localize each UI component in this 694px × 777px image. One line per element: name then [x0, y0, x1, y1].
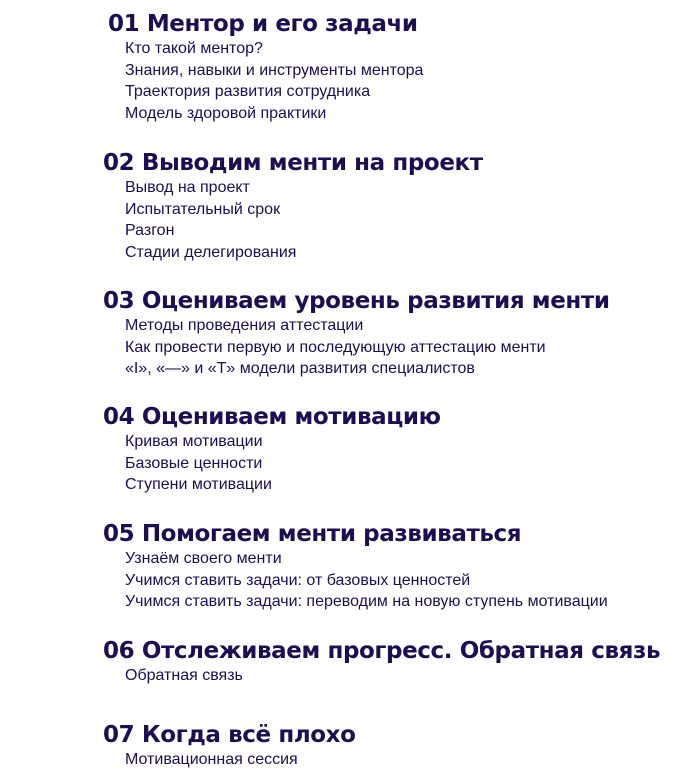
section-items [108, 38, 423, 125]
list-item: Траектория развития сотрудника [125, 83, 371, 101]
section-title: 05 Помогаем менти развиваться [103, 521, 522, 547]
section-07 [103, 721, 356, 771]
list-item: Мотивационная сессия [125, 751, 298, 768]
section-items [103, 548, 608, 613]
list-item: Знания, навыки и инструменты ментора [125, 61, 424, 79]
list-item: «I», «—» и «T» модели развития специалистов [125, 360, 475, 378]
list-item: Модель здоровой практики [125, 105, 327, 123]
section-items [103, 665, 660, 687]
section-title: 07 Когда всё плохо [103, 722, 356, 748]
section-01 [108, 10, 423, 125]
list-item: Базовые ценности [125, 454, 263, 472]
section-title: 01 Ментор и его задачи [108, 11, 418, 37]
section-items [103, 431, 441, 496]
section-03 [103, 287, 610, 380]
list-item: Узнаём своего менти [125, 550, 282, 567]
section-title: 03 Оцениваем уровень развития менти [103, 288, 610, 314]
list-item: Как провести первую и последующую аттестацию менти [125, 338, 546, 356]
section-02 [103, 149, 483, 264]
list-item: Обратная связь [125, 667, 243, 684]
list-item: Кривая мотивации [125, 433, 263, 450]
section-06 [103, 637, 660, 687]
section-title: 02 Выводим менти на проект [103, 150, 483, 176]
section-title: 06 Отслеживаем прогресс. Обратная связь [103, 638, 661, 664]
list-item: Разгон [125, 222, 175, 240]
list-item: Учимся ставить задачи: от базовых ценностей [125, 571, 471, 589]
section-items [103, 315, 610, 380]
list-item: Кто такой ментор? [125, 40, 263, 57]
section-items [103, 177, 483, 264]
list-item: Испытательный срок [125, 200, 281, 218]
list-item: Методы проведения аттестации [125, 317, 364, 334]
list-item: Стадии делегирования [125, 244, 297, 262]
list-item: Ступени мотивации [125, 476, 272, 494]
section-title: 04 Оцениваем мотивацию [103, 404, 441, 430]
list-item: Учимся ставить задачи: переводим на новую ступень мотивации [125, 593, 608, 611]
section-04 [103, 403, 441, 496]
section-items [103, 749, 356, 771]
list-item: Вывод на проект [125, 179, 250, 196]
section-05 [103, 520, 608, 613]
